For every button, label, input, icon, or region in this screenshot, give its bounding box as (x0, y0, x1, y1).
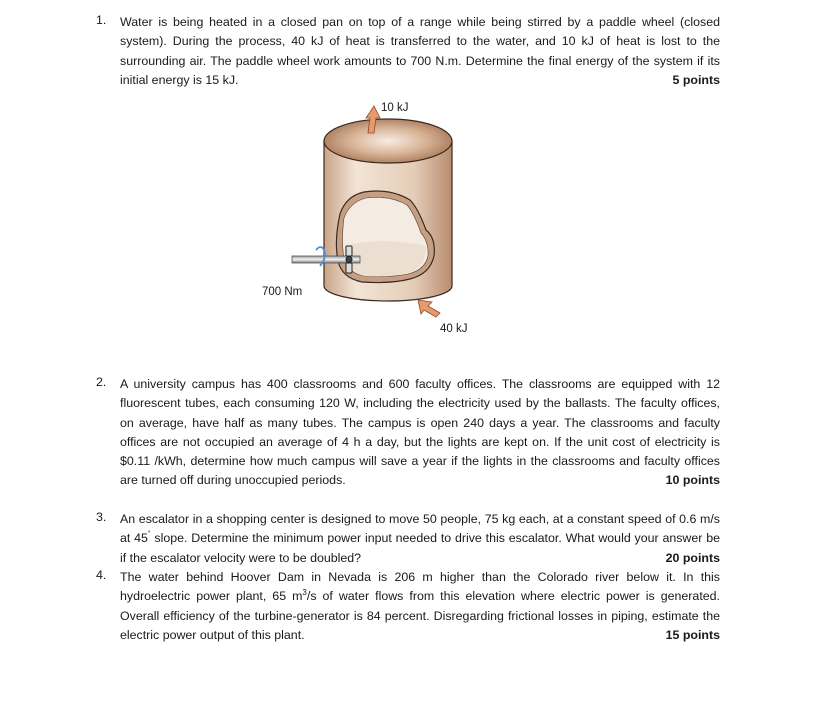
question-points: 5 points (672, 72, 720, 87)
paddle-wheel (346, 246, 352, 273)
pan-lid (324, 119, 452, 163)
question-body (120, 568, 720, 645)
question-3 (96, 510, 720, 568)
question-points: 15 points (665, 627, 720, 642)
question-number: 1. (96, 13, 107, 27)
question-2 (96, 375, 720, 491)
degree-symbol: ˚ (147, 530, 151, 540)
work-label: 700 Nm (262, 286, 303, 298)
question-body (120, 510, 720, 568)
question-points: 20 points (665, 550, 720, 565)
question-text: Water is being heated in a closed pan on top of a range while being stirred by a paddle wheel (closed system). During the process, 40 kJ of heat is transferred to the water, and 10 kJ of heat is lost to the surrounding air. The paddle wheel work amounts to 700 N.m. Determine the final energy of the system if its initial energy is 15 kJ. (120, 15, 720, 87)
question-text: A university campus has 400 classrooms and 600 faculty offices. The classrooms are equipped with 12 fluorescent tubes, each consuming 120 W, including the electricity used by the ballasts. The faculty offices, on average, have half as many tubes. The campus is open 240 days a year. The classrooms and faculty offices are not occupied an average of 4 h a day, but the lights are kept on. If the unit cost of electricity is $0.11 /kWh, determine how much campus will save a year if the lights in the classrooms and faculty offices are turned off during unoccupied periods. (120, 377, 720, 488)
question-number: 3. (96, 510, 107, 524)
question-text-cont: /s of water flows from this elevation where electric power is generated. Overall efficiency of the turbine-generator is 84 percent. Disregarding frictional losses in piping, estimate the electric power output of this plant. (120, 589, 720, 642)
question-1 (96, 13, 720, 90)
question-text-cont: slope. Determine the minimum power input needed to drive this escalator. What would your answer be if the escalator velocity were to be doubled? (120, 531, 720, 565)
question-body (120, 375, 720, 491)
question-text: The water behind Hoover Dam in Nevada is 206 m higher than the Colorado river below it. In this hydroelectric power plant, 65 m (120, 570, 720, 604)
pan-illustration (250, 96, 510, 346)
question-points: 10 points (665, 473, 720, 488)
question-text: An escalator in a shopping center is designed to move 50 people, 75 kg each, at a constant speed of 0.6 m/s at 45 (120, 512, 720, 546)
heat-lost-label: 10 kJ (381, 102, 409, 114)
heat-in-arrow-icon (418, 300, 440, 317)
question-body (120, 13, 720, 90)
question-number: 4. (96, 568, 107, 582)
cube-superscript: 3 (302, 588, 307, 598)
heat-in-label: 40 kJ (440, 323, 468, 335)
pan-figure (250, 96, 510, 346)
question-number: 2. (96, 375, 107, 389)
question-4 (96, 568, 720, 645)
